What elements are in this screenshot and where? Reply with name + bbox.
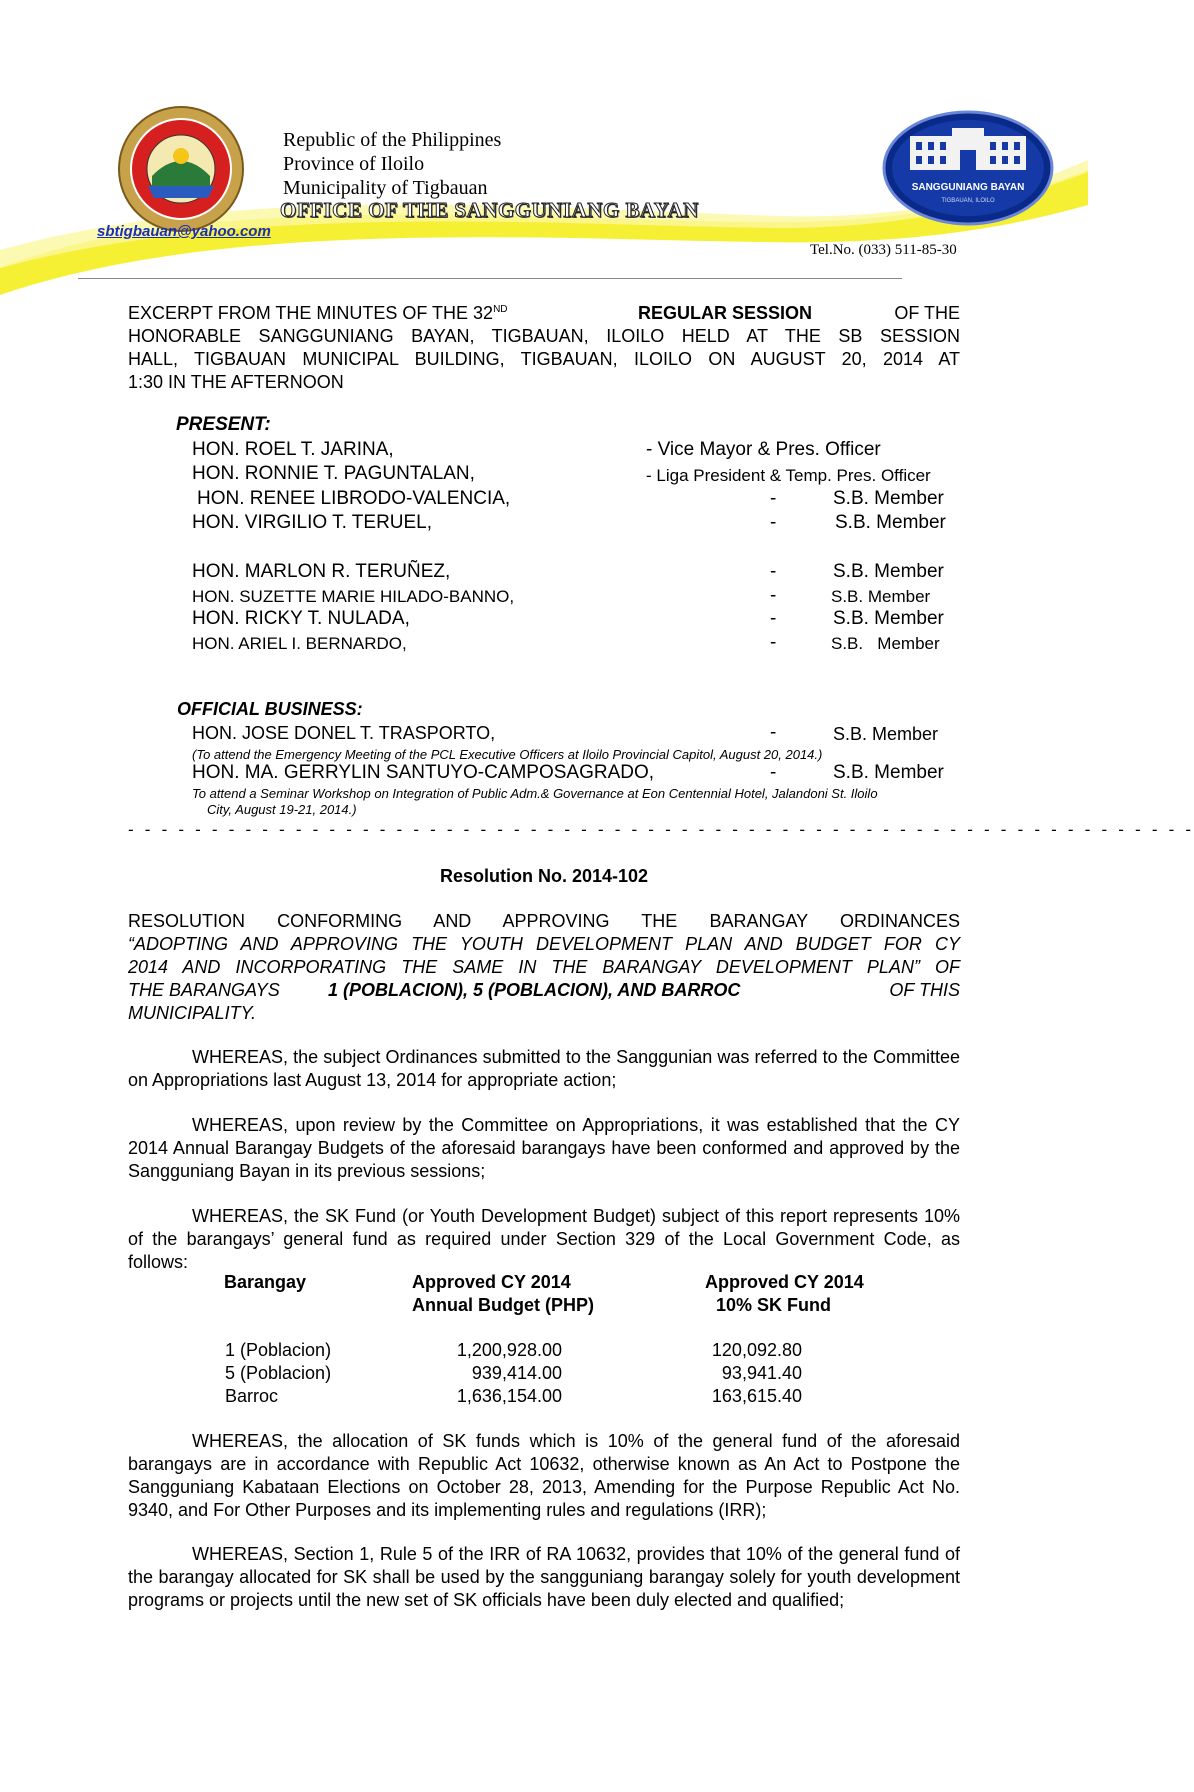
resolution-number: Resolution No. 2014-102 [439,866,649,886]
whereas-paragraph: WHEREAS, the subject Ordinances submitted to the Sanggunian was referred to the Committee on Appropriations last August 13, 2014 for appropriate action; [128,1047,960,1090]
table-cell-annual: 1,636,154.00 [456,1386,562,1406]
header-telephone: Tel.No. (033) 511-85-30 [810,242,957,258]
present-member-role: S.B. Member [831,587,931,606]
table-cell-annual: 939,414.00 [471,1363,562,1383]
present-member-role: S.B. Member [833,608,944,629]
resolution-title [128,910,960,1025]
resolution-barangays: 1 (POBLACION), 5 (POBLACION), AND BARROC [328,980,741,1000]
official-business-heading: OFFICIAL BUSINESS: [177,699,363,719]
present-member-name: HON. MARLON R. TERUÑEZ, [192,561,451,582]
official-business-member-name: HON. JOSE DONEL T. TRASPORTO, [192,723,496,743]
resolution-title-line: “ADOPTING AND APPROVING THE YOUTH DEVELOPMENT PLAN AND BUDGET FOR CY [128,934,960,954]
present-member-name: HON. RICKY T. NULADA, [192,608,410,629]
present-member-name: HON. RONNIE T. PAGUNTALAN, [192,463,475,484]
regular-session-label: REGULAR SESSION [638,303,813,323]
header-office-title: OFFICE OF THE SANGGUNIANG BAYAN [280,198,699,222]
table-header-annual: Approved CY 2014 [412,1272,571,1292]
municipality-seal-icon [118,106,244,232]
present-member-dash: - [770,585,777,606]
present-member-dash: - [770,561,777,582]
official-business-note: City, August 19-21, 2014.) [207,802,357,817]
table-header-sk: Approved CY 2014 [705,1272,864,1292]
table-cell-sk: 93,941.40 [721,1363,802,1383]
header-republic: Republic of the Philippines [283,129,502,151]
table-cell-annual: 1,200,928.00 [456,1340,562,1360]
resolution-title-line: MUNICIPALITY. [128,1003,257,1023]
svg-text:SANGGUNIANG BAYAN: SANGGUNIANG BAYAN [911,182,1025,193]
resolution-title-line: THE BARANGAYS [128,980,280,1000]
official-business-note: (To attend the Emergency Meeting of the PCL Executive Officers at Iloilo Provincial Capitol, August 20, 2014.) [192,747,823,762]
table-cell-barangay: 1 (Poblacion) [225,1340,332,1360]
present-member-name: HON. ARIEL I. BERNARDO, [192,634,407,653]
resolution-title-line: 2014 AND INCORPORATING THE SAME IN THE BARANGAY DEVELOPMENT PLAN” OF [128,957,960,977]
excerpt-line2: HONORABLE SANGGUNIANG BAYAN, TIGBAUAN, ILOILO HELD AT THE SB SESSION [128,326,960,346]
whereas-paragraph: WHEREAS, upon review by the Committee on Appropriations, it was established that the CY 2014 Annual Barangay Budgets of the aforesaid barangays have been conformed and approved by the Sangguniang Bayan in its previous sessions; [128,1115,960,1181]
official-business-member-dash: - [770,722,777,743]
resolution-title-line: OF THIS [889,980,960,1000]
table-cell-barangay: Barroc [225,1386,279,1406]
present-member-role: - Liga President & Temp. Pres. Officer [646,466,931,485]
present-member-dash: - [770,608,777,629]
official-business-member-role: S.B. Member [833,762,944,783]
official-business-member-dash: - [770,762,777,783]
whereas-paragraph: WHEREAS, the SK Fund (or Youth Development Budget) subject of this report represents 10% of the barangays’ general fund as required under Section 329 of the Local Government Code, as follows: [128,1206,960,1272]
table-header-barangay: Barangay [224,1272,307,1292]
svg-text:TIGBAUAN, ILOILO: TIGBAUAN, ILOILO [941,198,995,204]
present-member-role: S.B. Member [833,561,944,582]
table-header-sk: 10% SK Fund [716,1295,832,1315]
present-member-name: HON. ROEL T. JARINA, [192,439,394,460]
excerpt-line1-a: EXCERPT FROM THE MINUTES OF THE 32ND [128,303,508,323]
official-business-member-role: S.B. Member [833,724,939,744]
present-member-role: S.B. Member [835,512,946,533]
excerpt-line3: HALL, TIGBAUAN MUNICIPAL BUILDING, TIGBAUAN, ILOILO ON AUGUST 20, 2014 AT [128,349,960,369]
excerpt-line4: 1:30 IN THE AFTERNOON [128,372,344,392]
present-member-name: HON. RENEE LIBRODO-VALENCIA, [197,488,511,509]
whereas-paragraph: WHEREAS, Section 1, Rule 5 of the IRR of RA 10632, provides that 10% of the general fund of the barangay allocated for SK shall be used by the sangguniang barangay solely for youth development programs or projects until the new set of SK officials have been duly elected and qualified; [128,1544,960,1610]
whereas-paragraph: WHEREAS, the allocation of SK funds which is 10% of the general fund of the aforesaid barangays are in accordance with Republic Act 10632, otherwise known as An Act to Postpone the Sangguniang Kabataan Elections on October 28, 2013, Amending for the Purpose Republic Act No. 9340, and For Other Purposes and its implementing rules and regulations (IRR); [128,1431,960,1520]
email-link[interactable]: sbtigbauan@yahoo.com [97,223,271,240]
table-cell-sk: 120,092.80 [711,1340,802,1360]
table-cell-sk: 163,615.40 [711,1386,802,1406]
present-member-dash: - [770,512,777,533]
present-heading: PRESENT: [176,414,271,435]
header-divider [78,278,902,279]
excerpt-block [128,302,960,394]
table-cell-barangay: 5 (Poblacion) [225,1363,332,1383]
present-member-role: - Vice Mayor & Pres. Officer [646,439,881,460]
present-member-dash: - [770,488,777,509]
table-header-annual: Annual Budget (PHP) [412,1295,594,1315]
official-business-member-name: HON. MA. GERRYLIN SANTUYO-CAMPOSAGRADO, [192,762,655,783]
present-member-dash: - [770,632,777,653]
header-province: Province of Iloilo [283,153,425,175]
present-member-role: S.B. Member [833,488,944,509]
sangguniang-bayan-building-icon [882,110,1054,226]
header-municipality: Municipality of Tigbauan [283,177,488,199]
present-member-name: HON. VIRGILIO T. TERUEL, [192,512,433,533]
official-business-note: To attend a Seminar Workshop on Integration of Public Adm.& Governance at Eon Centennial Hotel, Jalandoni St. Iloilo [192,786,878,801]
resolution-title-line: RESOLUTION CONFORMING AND APPROVING THE BARANGAY ORDINANCES [128,911,960,931]
present-member-name: HON. SUZETTE MARIE HILADO-BANNO, [192,587,515,606]
excerpt-line1-c: OF THE [894,303,960,323]
present-member-role: S.B. Member [831,634,940,653]
section-separator: - - - - - - - - - - - - - - - - - - - - - - - - - - - - - - - - - - - - - - - - - - - - - - - - - - - - - - - - - - - - - - - - [128,820,1194,839]
